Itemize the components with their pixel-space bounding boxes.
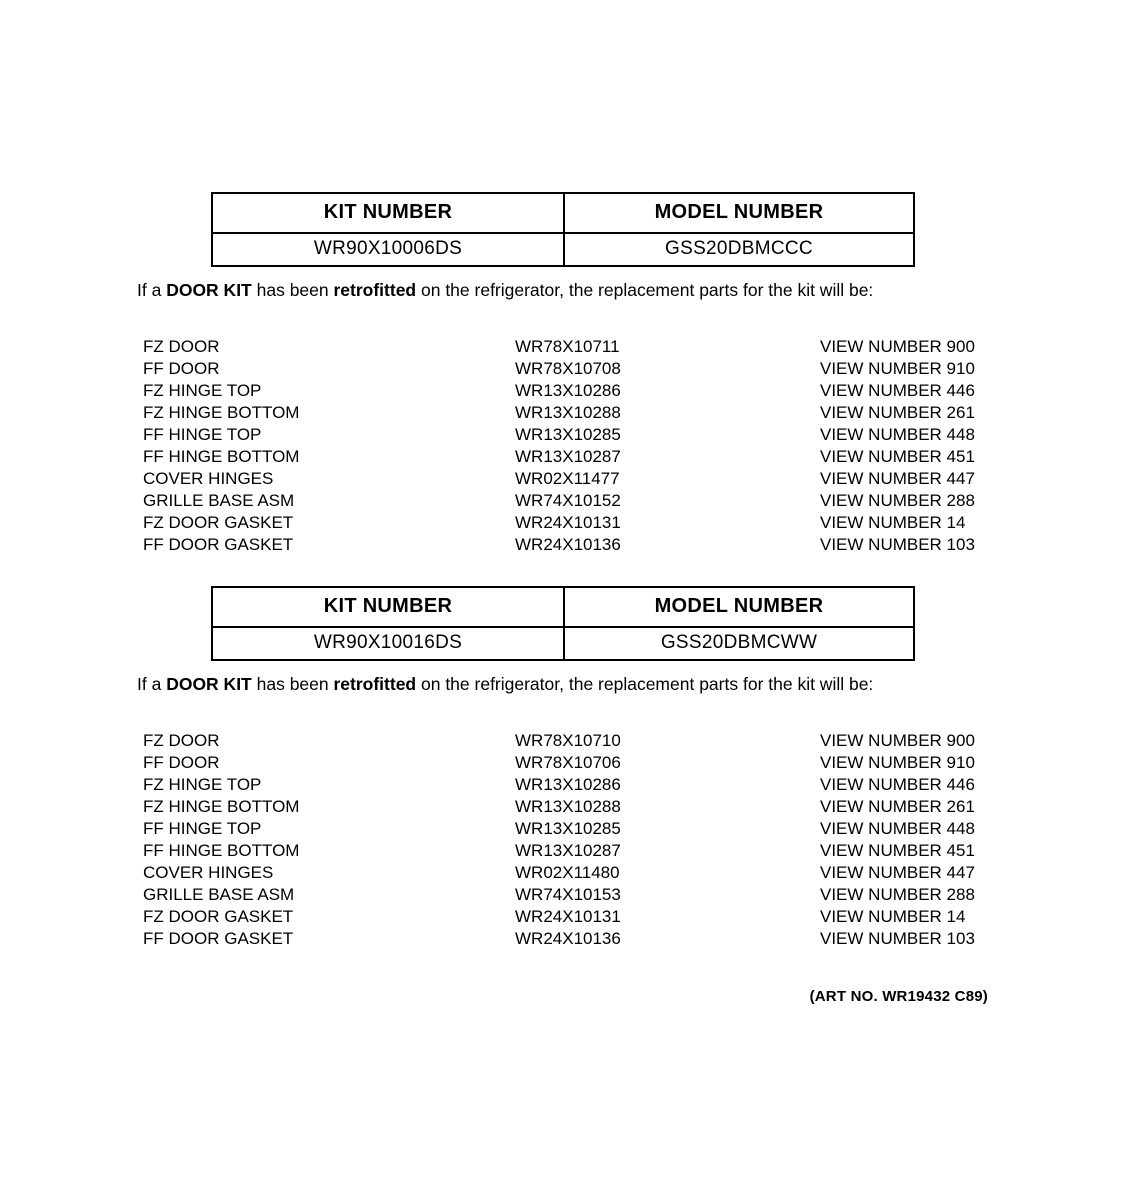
kit-table-header-row — [213, 194, 913, 234]
art-number: (ART NO. WR19432 C89) — [809, 988, 988, 1005]
note-text: has been — [251, 674, 334, 694]
part-view-number: VIEW NUMBER 446 — [820, 381, 975, 400]
parts-row — [143, 490, 1125, 512]
kit-table-value-row — [213, 234, 913, 265]
part-view-number: VIEW NUMBER 447 — [820, 863, 975, 882]
part-name: FF DOOR GASKET — [143, 929, 294, 948]
part-name: FF DOOR — [143, 753, 220, 772]
parts-row — [143, 534, 1125, 556]
note-text: on the refrigerator, the replacement parts for the kit will be: — [416, 280, 874, 300]
kit-number-value: WR90X10016DS — [313, 632, 463, 653]
part-name: FZ DOOR — [143, 731, 220, 750]
part-name: FZ HINGE BOTTOM — [143, 797, 300, 816]
parts-row — [143, 752, 1125, 774]
part-number: WR02X11477 — [515, 469, 620, 488]
part-number: WR13X10287 — [515, 447, 621, 466]
part-view-number: VIEW NUMBER 14 — [820, 513, 966, 532]
part-number: WR13X10285 — [515, 819, 621, 838]
part-name: FF HINGE TOP — [143, 425, 262, 444]
parts-row — [143, 358, 1125, 380]
note-text: If a — [137, 280, 167, 300]
part-view-number: VIEW NUMBER 451 — [820, 447, 975, 466]
part-name: COVER HINGES — [143, 469, 274, 488]
note-bold-retrofitted: retrofitted — [333, 674, 417, 694]
part-name: FZ HINGE TOP — [143, 775, 262, 794]
note-bold-retrofitted: retrofitted — [333, 280, 417, 300]
parts-row — [143, 774, 1125, 796]
kit-table-value-row — [213, 628, 913, 659]
part-name: FF HINGE BOTTOM — [143, 841, 300, 860]
part-view-number: VIEW NUMBER 288 — [820, 491, 975, 510]
kit-model-table-2 — [211, 586, 915, 661]
part-name: GRILLE BASE ASM — [143, 885, 295, 904]
parts-row — [143, 818, 1125, 840]
model-number-value: GSS20DBMCWW — [563, 628, 913, 659]
parts-row — [143, 730, 1125, 752]
part-name: GRILLE BASE ASM — [143, 491, 295, 510]
note-bold-door-kit: DOOR KIT — [166, 280, 252, 300]
part-view-number: VIEW NUMBER 910 — [820, 753, 975, 772]
parts-list-1 — [143, 336, 1125, 556]
parts-row — [143, 424, 1125, 446]
kit-model-table-1 — [211, 192, 915, 267]
part-number: WR13X10288 — [515, 797, 621, 816]
parts-row — [143, 468, 1125, 490]
part-number: WR13X10287 — [515, 841, 621, 860]
part-number: WR78X10708 — [515, 359, 621, 378]
part-view-number: VIEW NUMBER 448 — [820, 819, 975, 838]
part-number: WR74X10152 — [515, 491, 621, 510]
part-name: COVER HINGES — [143, 863, 274, 882]
part-number: WR24X10131 — [515, 513, 621, 532]
part-view-number: VIEW NUMBER 261 — [820, 403, 975, 422]
kit-number-header: KIT NUMBER — [323, 595, 453, 617]
parts-row — [143, 512, 1125, 534]
part-name: FF HINGE BOTTOM — [143, 447, 300, 466]
parts-row — [143, 928, 1125, 950]
part-name: FF DOOR — [143, 359, 220, 378]
part-number: WR02X11480 — [515, 863, 620, 882]
model-number-value: GSS20DBMCCC — [563, 234, 913, 265]
part-view-number: VIEW NUMBER 446 — [820, 775, 975, 794]
kit-section-2 — [0, 586, 1125, 950]
part-number: WR78X10710 — [515, 731, 621, 750]
part-number: WR13X10286 — [515, 775, 621, 794]
kit-table-header-row — [213, 588, 913, 628]
part-number: WR24X10136 — [515, 535, 621, 554]
part-name: FZ DOOR — [143, 337, 220, 356]
parts-row — [143, 884, 1125, 906]
part-name: FF DOOR GASKET — [143, 535, 294, 554]
part-view-number: VIEW NUMBER 448 — [820, 425, 975, 444]
part-number: WR78X10706 — [515, 753, 621, 772]
model-number-header: MODEL NUMBER — [563, 194, 913, 232]
part-view-number: VIEW NUMBER 261 — [820, 797, 975, 816]
parts-list-2 — [143, 730, 1125, 950]
kit-number-value: WR90X10006DS — [313, 238, 463, 259]
parts-row — [143, 862, 1125, 884]
part-view-number: VIEW NUMBER 447 — [820, 469, 975, 488]
part-number: WR74X10153 — [515, 885, 621, 904]
parts-row — [143, 402, 1125, 424]
parts-row — [143, 446, 1125, 468]
part-name: FZ DOOR GASKET — [143, 513, 294, 532]
part-name: FZ HINGE TOP — [143, 381, 262, 400]
part-view-number: VIEW NUMBER 451 — [820, 841, 975, 860]
part-view-number: VIEW NUMBER 900 — [820, 731, 975, 750]
note-text: has been — [251, 280, 334, 300]
parts-row — [143, 380, 1125, 402]
kit-section-1 — [0, 0, 1125, 556]
model-number-header: MODEL NUMBER — [563, 588, 913, 626]
note-text: on the refrigerator, the replacement parts for the kit will be: — [416, 674, 874, 694]
part-view-number: VIEW NUMBER 103 — [820, 535, 975, 554]
part-number: WR13X10288 — [515, 403, 621, 422]
retrofit-note-2 — [137, 674, 1125, 694]
note-bold-door-kit: DOOR KIT — [166, 674, 252, 694]
part-number: WR13X10285 — [515, 425, 621, 444]
part-number: WR24X10131 — [515, 907, 621, 926]
part-number: WR13X10286 — [515, 381, 621, 400]
part-view-number: VIEW NUMBER 910 — [820, 359, 975, 378]
part-view-number: VIEW NUMBER 103 — [820, 929, 975, 948]
parts-row — [143, 336, 1125, 358]
kit-number-header: KIT NUMBER — [323, 201, 453, 223]
part-view-number: VIEW NUMBER 900 — [820, 337, 975, 356]
part-name: FZ HINGE BOTTOM — [143, 403, 300, 422]
part-view-number: VIEW NUMBER 288 — [820, 885, 975, 904]
part-number: WR24X10136 — [515, 929, 621, 948]
note-text: If a — [137, 674, 167, 694]
retrofit-note-1 — [137, 280, 1125, 300]
parts-row — [143, 840, 1125, 862]
parts-row — [143, 796, 1125, 818]
part-number: WR78X10711 — [515, 337, 620, 356]
part-name: FF HINGE TOP — [143, 819, 262, 838]
part-view-number: VIEW NUMBER 14 — [820, 907, 966, 926]
part-name: FZ DOOR GASKET — [143, 907, 294, 926]
parts-row — [143, 906, 1125, 928]
